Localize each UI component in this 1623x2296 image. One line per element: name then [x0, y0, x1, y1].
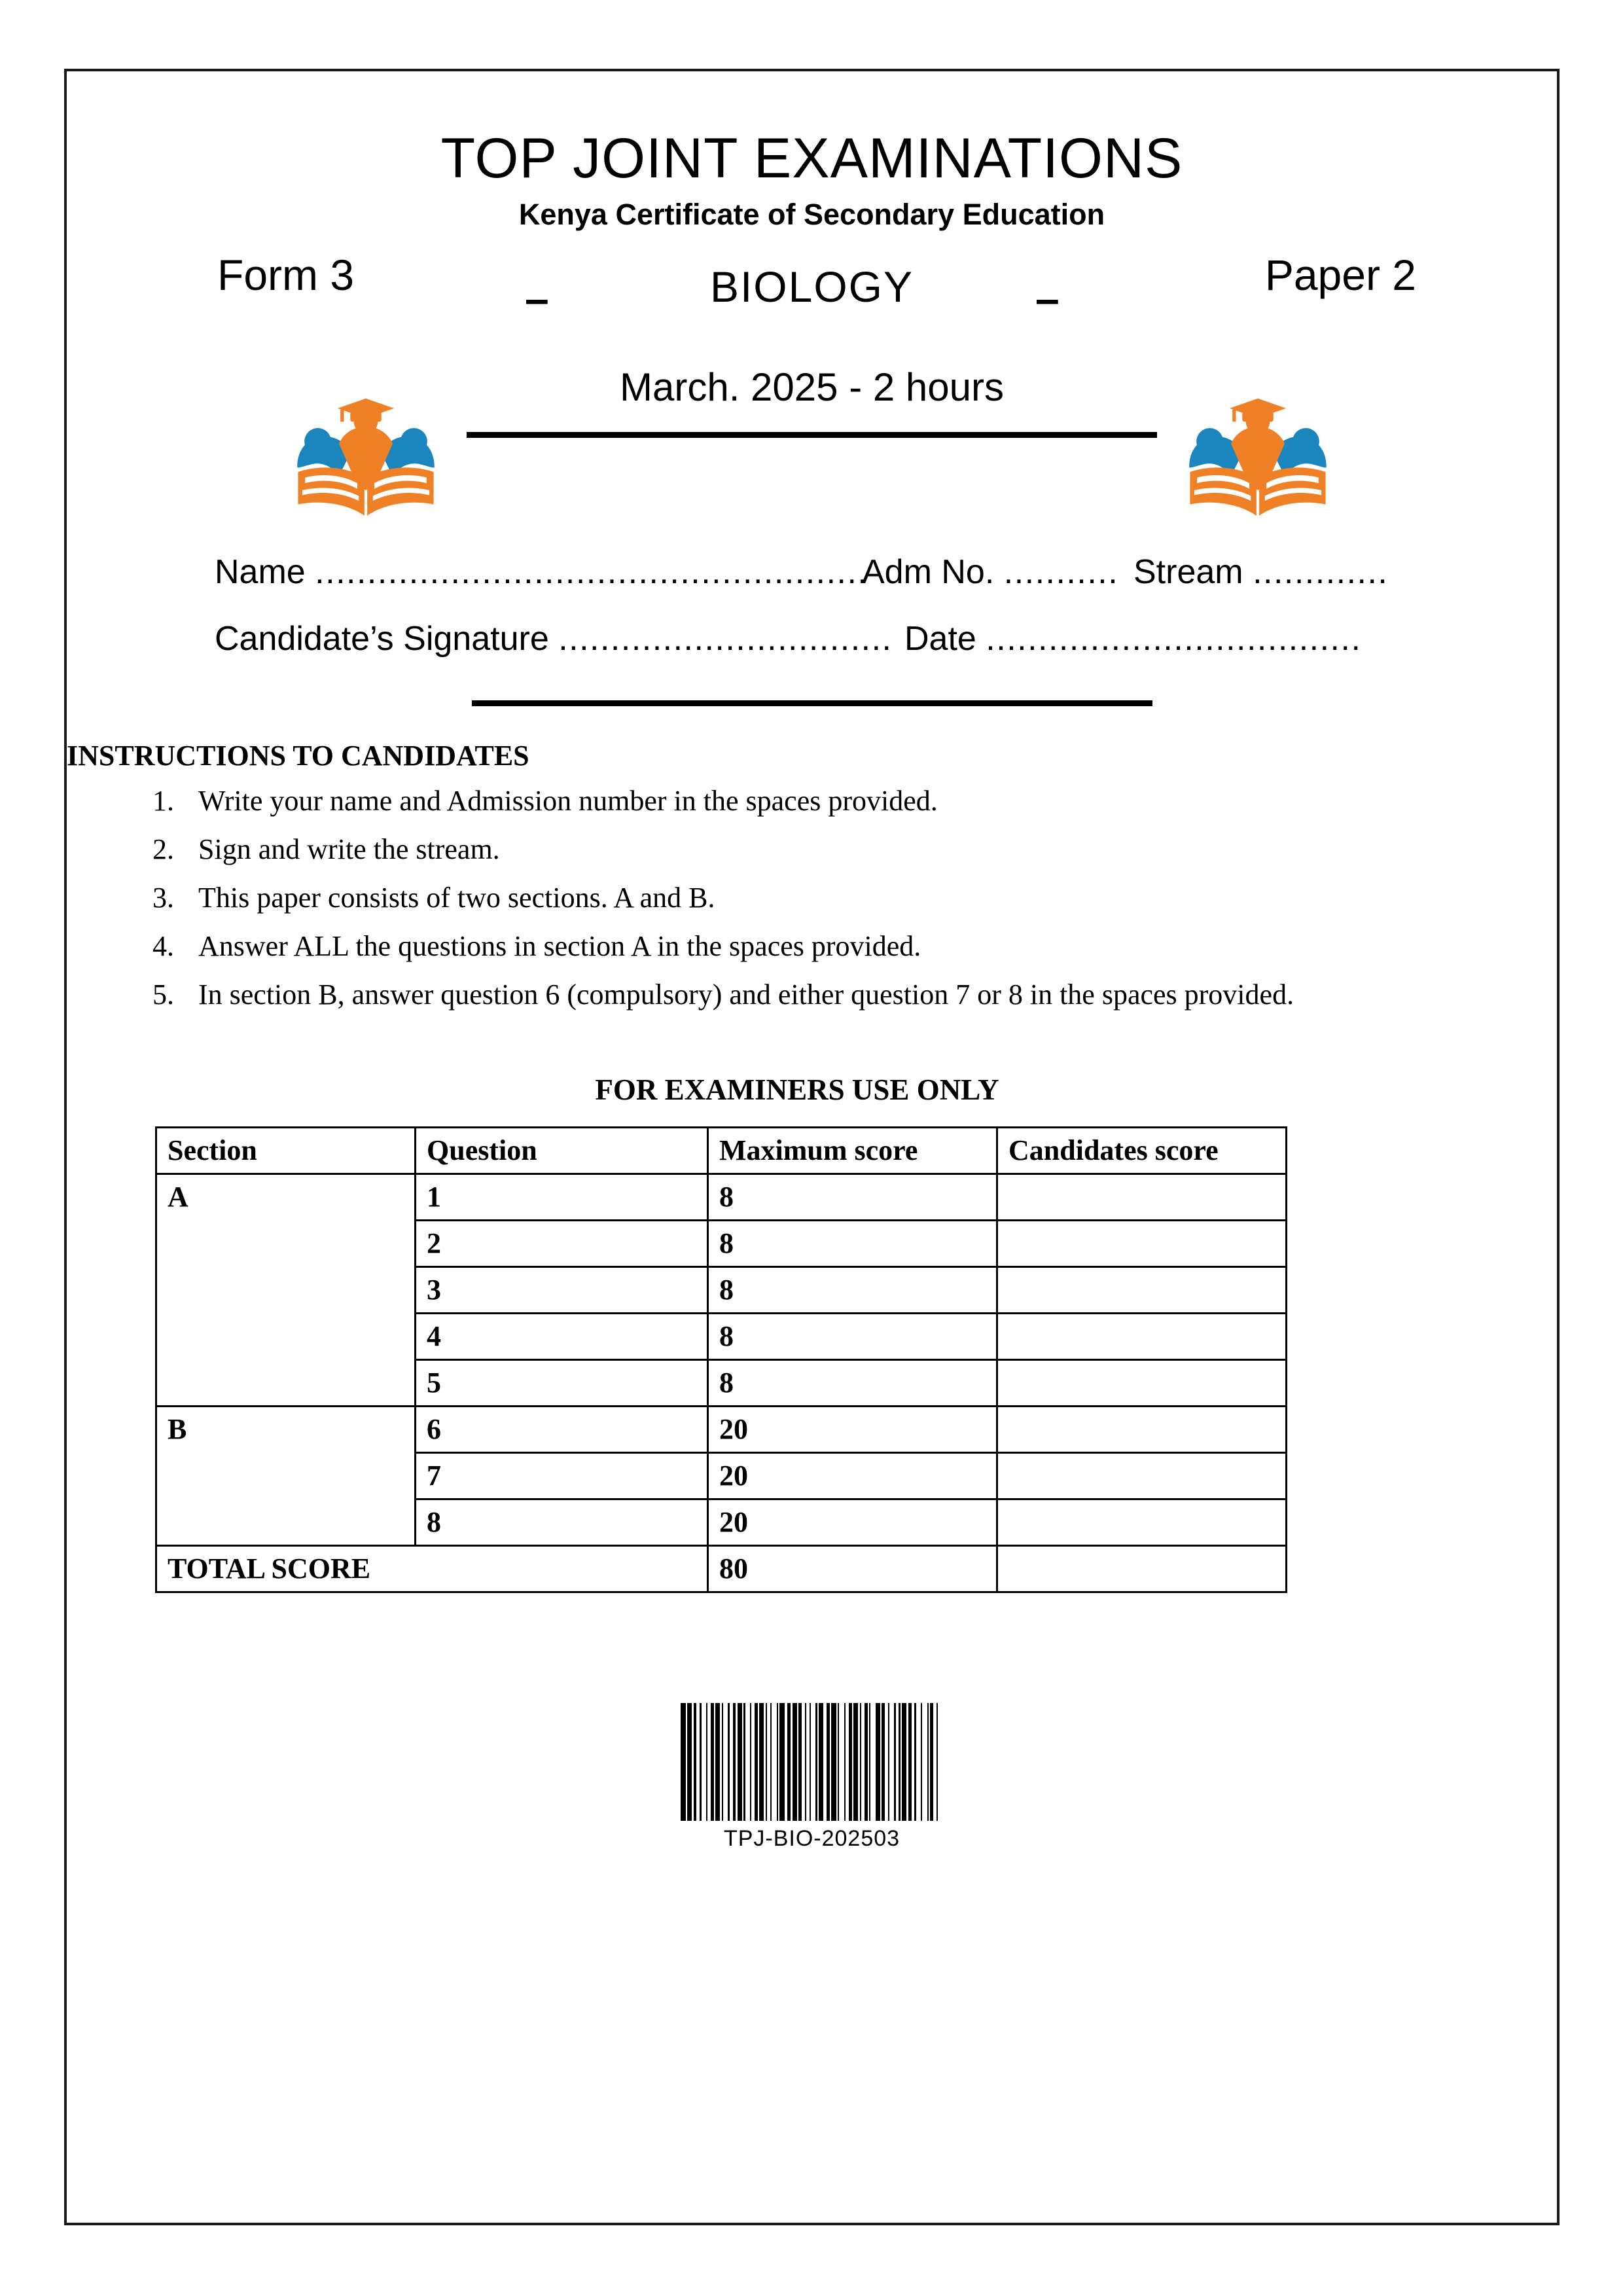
cell-candidate-score[interactable] — [997, 1453, 1287, 1499]
title-row — [67, 236, 1557, 347]
cell-candidate-score[interactable] — [997, 1499, 1287, 1546]
cell-question: 7 — [416, 1453, 708, 1499]
header-divider-rule — [467, 432, 1157, 438]
cell-question: 1 — [416, 1174, 708, 1221]
column-header-candidate: Candidates score — [997, 1128, 1287, 1174]
exam-subtitle: Kenya Certificate of Secondary Education — [518, 198, 1105, 231]
cell-question: 5 — [416, 1360, 708, 1407]
column-header-question: Question — [416, 1128, 708, 1174]
cell-section: A — [156, 1174, 416, 1407]
examiners-section — [67, 1073, 1557, 1593]
table-total-row — [156, 1546, 1287, 1592]
table-row — [156, 1174, 1287, 1221]
column-header-section: Section — [156, 1128, 416, 1174]
cell-question: 6 — [416, 1407, 708, 1453]
instructions-block — [67, 739, 1557, 1029]
exam-date-duration: March. 2025 - 2 hours — [620, 365, 1004, 409]
stream-label: Stream — [1133, 553, 1243, 591]
candidate-details-block — [67, 552, 1557, 706]
cell-total-candidate[interactable] — [997, 1546, 1287, 1592]
cell-max-score: 8 — [708, 1360, 997, 1407]
date-dotted-line: .................................... — [986, 620, 1362, 658]
name-dotted-line: ..................................................... — [315, 553, 868, 591]
instruction-item: 5. In section B, answer question 6 (compulsory) and either question 7 or 8 in the spaces provided. — [181, 980, 1557, 1009]
column-header-max: Maximum score — [708, 1128, 997, 1174]
instruction-item: 1. Write your name and Admission number in the spaces provided. — [181, 787, 1557, 816]
dash-right-separator: – — [1035, 274, 1060, 323]
cell-candidate-score[interactable] — [997, 1360, 1287, 1407]
paper-label: Paper 2 — [1264, 251, 1416, 299]
cell-max-score: 8 — [708, 1267, 997, 1314]
table-row — [156, 1407, 1287, 1453]
cell-total-max: 80 — [708, 1546, 997, 1592]
name-row — [67, 552, 1557, 619]
signature-label: Candidate’s Signature — [215, 620, 549, 658]
dash-left-separator: – — [525, 274, 549, 323]
date-label: Date — [904, 620, 976, 658]
cell-max-score: 20 — [708, 1453, 997, 1499]
form-label: Form 3 — [217, 251, 355, 299]
signature-row — [67, 619, 1557, 686]
cell-candidate-score[interactable] — [997, 1267, 1287, 1314]
date-field[interactable] — [904, 619, 1361, 658]
stream-field[interactable] — [1133, 552, 1388, 592]
instruction-item: 2. Sign and write the stream. — [181, 835, 1557, 864]
instructions-heading: INSTRUCTIONS TO CANDIDATES — [67, 740, 529, 772]
cell-question: 4 — [416, 1314, 708, 1360]
stream-dotted-line: ............. — [1253, 553, 1389, 591]
cell-question: 3 — [416, 1267, 708, 1314]
name-label: Name — [215, 553, 306, 591]
cell-max-score: 8 — [708, 1314, 997, 1360]
examiners-heading: FOR EXAMINERS USE ONLY — [595, 1073, 999, 1106]
adm-no-field[interactable] — [862, 552, 1118, 592]
cell-question: 8 — [416, 1499, 708, 1546]
cell-total-label: TOTAL SCORE — [156, 1546, 708, 1592]
examiners-score-table — [155, 1126, 1287, 1593]
candidate-divider-rule — [472, 700, 1152, 706]
exam-title: TOP JOINT EXAMINATIONS — [440, 127, 1183, 190]
name-field[interactable] — [215, 552, 868, 592]
cell-question: 2 — [416, 1221, 708, 1267]
barcode-image — [681, 1703, 942, 1821]
cell-candidate-score[interactable] — [997, 1221, 1287, 1267]
signature-dotted-line: ................................ — [558, 620, 893, 658]
cell-max-score: 8 — [708, 1221, 997, 1267]
cell-candidate-score[interactable] — [997, 1314, 1287, 1360]
cell-candidate-score[interactable] — [997, 1174, 1287, 1221]
barcode-label: TPJ-BIO-202503 — [723, 1826, 901, 1851]
school-logo-icon — [294, 383, 437, 517]
barcode-block — [67, 1695, 1557, 1852]
table-header-row — [156, 1128, 1287, 1174]
cell-section: B — [156, 1407, 416, 1546]
instructions-list — [67, 787, 1557, 1009]
adm-no-dotted-line: ........... — [1003, 553, 1119, 591]
cell-max-score: 8 — [708, 1174, 997, 1221]
instruction-item: 3. This paper consists of two sections. A and B. — [181, 884, 1557, 912]
page-border — [64, 69, 1560, 2225]
exam-header — [67, 71, 1557, 438]
adm-no-label: Adm No. — [862, 553, 995, 591]
instruction-item: 4. Answer ALL the questions in section A in the spaces provided. — [181, 932, 1557, 961]
subject-label: BIOLOGY — [709, 262, 914, 311]
school-logo-icon — [1186, 383, 1329, 517]
signature-field[interactable] — [215, 619, 893, 658]
cell-candidate-score[interactable] — [997, 1407, 1287, 1453]
cell-max-score: 20 — [708, 1407, 997, 1453]
cell-max-score: 20 — [708, 1499, 997, 1546]
